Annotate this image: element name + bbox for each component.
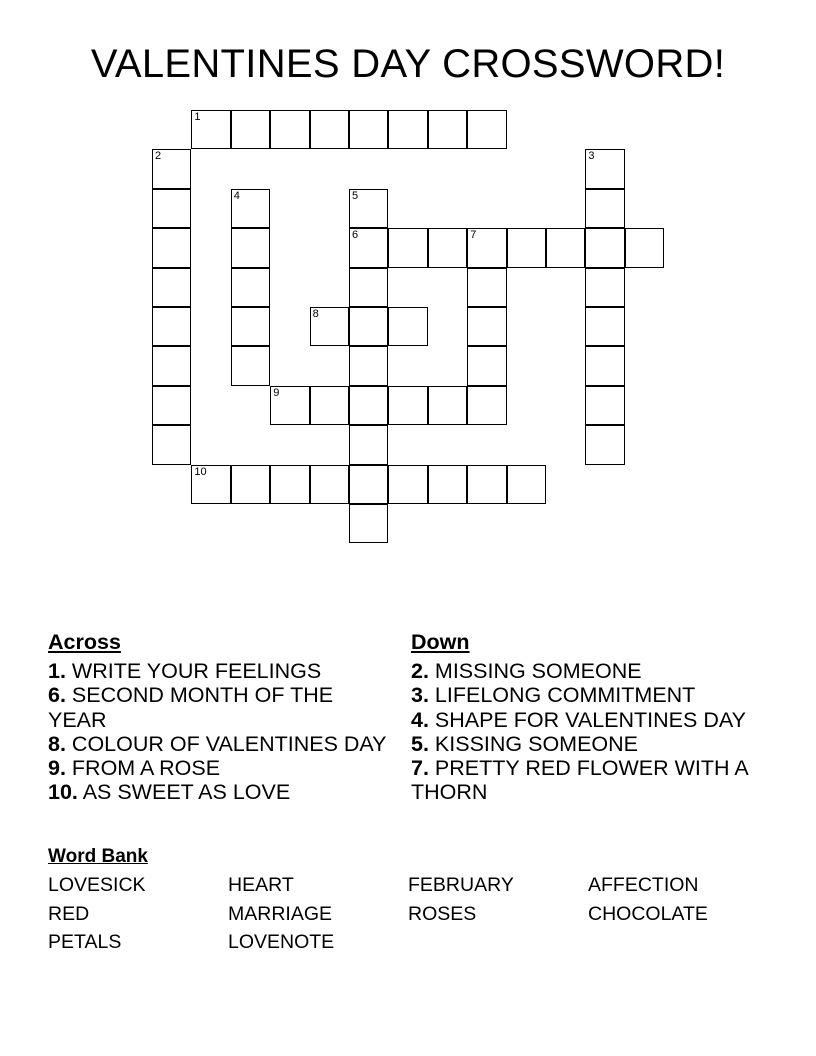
crossword-cell[interactable] — [349, 425, 388, 464]
crossword-cell[interactable] — [428, 386, 467, 425]
clue-text: FROM A ROSE — [71, 756, 221, 781]
crossword-cell[interactable] — [191, 465, 230, 504]
crossword-cell[interactable] — [152, 149, 191, 188]
crossword-cell[interactable] — [310, 110, 349, 149]
word-bank-heading: Word Bank — [48, 846, 148, 867]
crossword-cell[interactable] — [585, 386, 624, 425]
page-title: VALENTINES DAY CROSSWORD! — [90, 42, 726, 86]
crossword-cell[interactable] — [310, 307, 349, 346]
crossword-cell[interactable] — [428, 465, 467, 504]
crossword-cell[interactable] — [428, 228, 467, 267]
clue-text: COLOUR OF VALENTINES DAY — [71, 731, 387, 756]
crossword-cell[interactable] — [507, 465, 546, 504]
crossword-cell[interactable] — [467, 307, 506, 346]
across-heading: Across — [48, 630, 121, 654]
clue-number: 3. — [411, 683, 429, 708]
crossword-cell[interactable] — [231, 110, 270, 149]
word-bank-item: ROSES — [408, 902, 477, 925]
clue-number: 5. — [411, 731, 429, 756]
crossword-cell[interactable] — [467, 228, 506, 267]
crossword-cell[interactable] — [152, 346, 191, 385]
word-bank-item: RED — [48, 902, 90, 925]
clue-number-label: 5 — [352, 189, 359, 202]
crossword-cell[interactable] — [152, 268, 191, 307]
clue-number: 8. — [48, 731, 66, 756]
across-clues — [48, 630, 393, 804]
word-bank-item: HEART — [228, 874, 294, 896]
crossword-cell[interactable] — [231, 268, 270, 307]
clue-10-across — [48, 780, 393, 804]
crossword-cell[interactable] — [467, 268, 506, 307]
word-bank-item: PETALS — [48, 931, 122, 953]
crossword-cell[interactable] — [152, 228, 191, 267]
clue-text: SHAPE FOR VALENTINES DAY — [434, 707, 746, 732]
crossword-cell[interactable] — [388, 386, 427, 425]
clue-3-down — [411, 683, 756, 707]
clue-number-label: 4 — [233, 189, 240, 202]
crossword-cell[interactable] — [349, 189, 388, 228]
crossword-cell[interactable] — [585, 149, 624, 188]
clue-number: 1. — [48, 659, 66, 684]
crossword-cell[interactable] — [585, 228, 624, 267]
down-heading: Down — [411, 630, 470, 654]
crossword-cell[interactable] — [152, 307, 191, 346]
crossword-cell[interactable] — [152, 189, 191, 228]
clue-number-label: 7 — [470, 229, 477, 242]
crossword-cell[interactable] — [585, 189, 624, 228]
word-bank-item: FEBRUARY — [408, 874, 514, 896]
clue-text: AS SWEET AS LOVE — [82, 780, 291, 805]
crossword-cell[interactable] — [507, 228, 546, 267]
crossword-cell[interactable] — [270, 110, 309, 149]
word-bank — [48, 846, 768, 957]
crossword-cell[interactable] — [310, 465, 349, 504]
crossword-cell[interactable] — [546, 228, 585, 267]
word-bank-item: LOVENOTE — [228, 931, 335, 953]
clue-number-label: 1 — [194, 111, 201, 123]
crossword-cell[interactable] — [349, 346, 388, 385]
crossword-cell[interactable] — [625, 228, 664, 267]
word-bank-list — [48, 871, 768, 957]
clue-text: KISSING SOMEONE — [434, 731, 639, 756]
clue-number-label: 6 — [352, 229, 359, 242]
crossword-cell[interactable] — [585, 346, 624, 385]
crossword-cell[interactable] — [349, 110, 388, 149]
crossword-cell[interactable] — [349, 228, 388, 267]
crossword-cell[interactable] — [270, 465, 309, 504]
clue-number: 2. — [411, 659, 429, 684]
clue-text: LIFELONG COMMITMENT — [434, 683, 696, 708]
crossword-cell[interactable] — [191, 110, 230, 149]
crossword-cell[interactable] — [231, 307, 270, 346]
crossword-cell[interactable] — [467, 386, 506, 425]
crossword-cell[interactable] — [388, 228, 427, 267]
clue-text: PRETTY RED FLOWER WITH A THORN — [411, 756, 748, 805]
crossword-cell[interactable] — [231, 346, 270, 385]
crossword-cell[interactable] — [585, 425, 624, 464]
crossword-cell[interactable] — [310, 386, 349, 425]
clue-number-label: 10 — [194, 465, 207, 478]
crossword-cell[interactable] — [349, 307, 388, 346]
word-bank-item: LOVESICK — [48, 874, 146, 896]
word-bank-item: AFFECTION — [588, 874, 699, 896]
clue-number-label: 9 — [273, 386, 280, 399]
clue-number: 9. — [48, 756, 66, 781]
crossword-cell[interactable] — [152, 425, 191, 464]
clue-2-down — [411, 659, 756, 683]
clue-number: 6. — [48, 683, 66, 708]
crossword-cell[interactable] — [349, 465, 388, 504]
crossword-cell[interactable] — [231, 189, 270, 228]
crossword-cell[interactable] — [428, 110, 467, 149]
clue-number: 10. — [48, 780, 78, 805]
word-bank-item: MARRIAGE — [228, 902, 333, 925]
crossword-cell[interactable] — [585, 307, 624, 346]
clue-9-across — [48, 756, 393, 780]
crossword-cell[interactable] — [349, 504, 388, 543]
crossword-cell[interactable] — [388, 465, 427, 504]
clue-7-down — [411, 756, 756, 804]
clue-text: MISSING SOMEONE — [434, 659, 642, 684]
clue-6-across — [48, 683, 393, 731]
crossword-cell[interactable] — [270, 386, 309, 425]
crossword-cell[interactable] — [349, 386, 388, 425]
clue-4-down — [411, 708, 756, 732]
crossword-cell[interactable] — [388, 110, 427, 149]
clue-1-across — [48, 659, 393, 683]
clue-text: WRITE YOUR FEELINGS — [71, 659, 322, 684]
crossword-cell[interactable] — [467, 110, 506, 149]
clue-number: 7. — [411, 756, 429, 781]
crossword-cell[interactable] — [231, 228, 270, 267]
clue-5-down — [411, 732, 756, 756]
clue-number-label: 8 — [312, 308, 319, 320]
clue-number: 4. — [411, 707, 429, 732]
crossword-cell[interactable] — [467, 465, 506, 504]
down-clues — [411, 630, 756, 804]
clue-8-across — [48, 732, 393, 756]
clue-number-label: 2 — [155, 150, 162, 163]
word-bank-item: CHOCOLATE — [588, 902, 708, 925]
crossword-cell[interactable] — [388, 307, 427, 346]
clue-text: SECOND MONTH OF THE YEAR — [48, 683, 334, 732]
crossword-cell[interactable] — [231, 465, 270, 504]
crossword-cell[interactable] — [467, 346, 506, 385]
crossword-cell[interactable] — [349, 268, 388, 307]
crossword-cell[interactable] — [152, 386, 191, 425]
clue-number-label: 3 — [588, 150, 595, 163]
crossword-cell[interactable] — [585, 268, 624, 307]
